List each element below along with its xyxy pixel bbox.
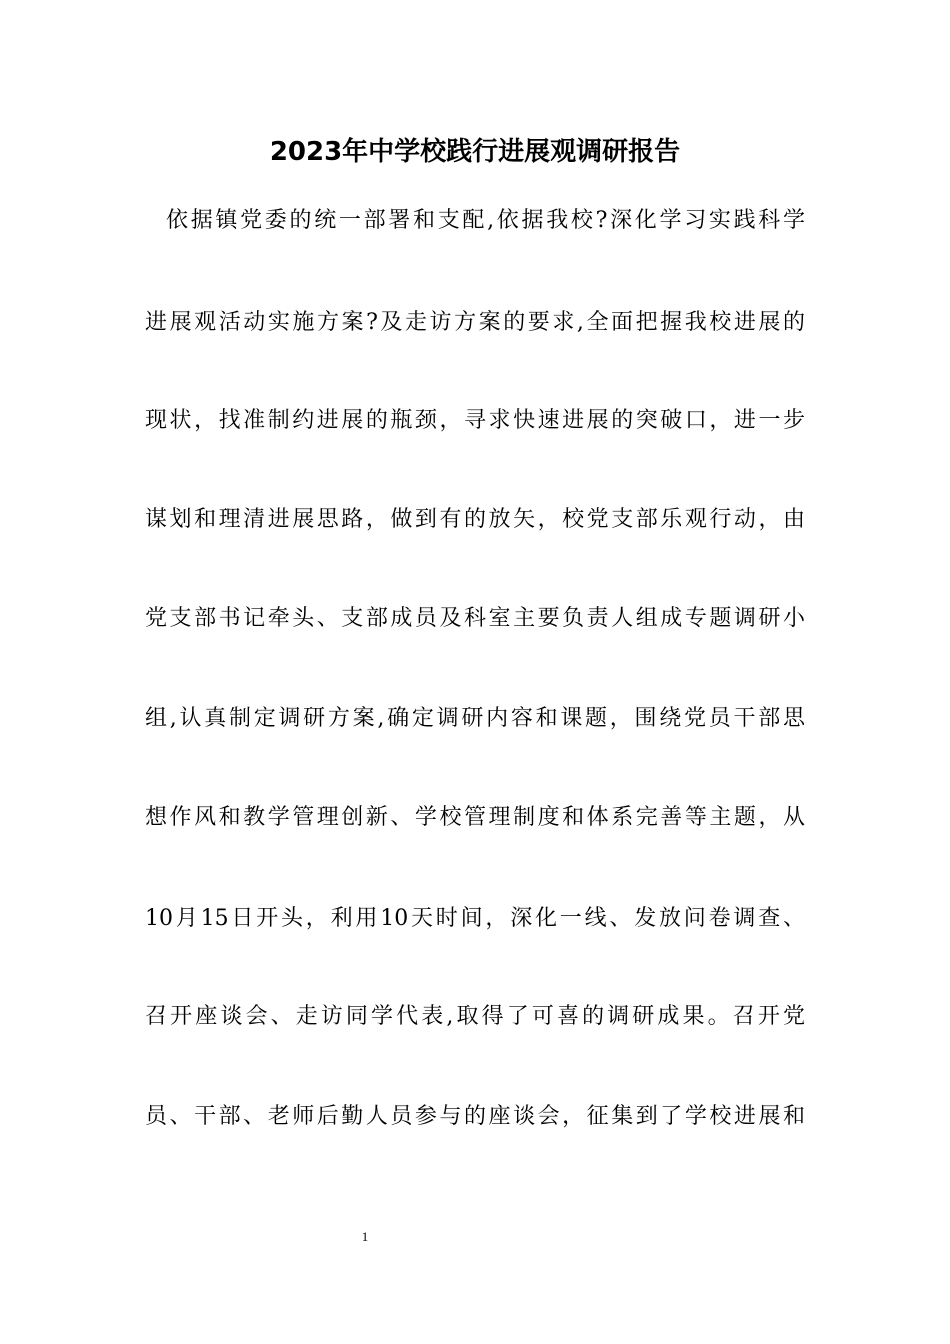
body-text-line: 组,认真制定调研方案,确定调研内容和课题，围绕党员干部思 xyxy=(145,706,805,731)
body-text-line: 想作风和教学管理创新、学校管理制度和体系完善等主题，从 xyxy=(145,805,805,830)
body-text-line: 召开座谈会、走访同学代表,取得了可喜的调研成果。召开党 xyxy=(145,1004,805,1029)
body-text-line: 依据镇党委的统一部署和支配,依据我校?深化学习实践科学 xyxy=(166,208,805,233)
body-text-line: 现状，找准制约进展的瓶颈，寻求快速进展的突破口，进一步 xyxy=(145,408,805,433)
body-text-line: 10月15日开头，利用10天时间，深化一线、发放问卷调查、 xyxy=(145,906,805,931)
body-text-line: 党支部书记牵头、支部成员及科室主要负责人组成专题调研小 xyxy=(145,606,805,631)
document-title: 2023年中学校践行进展观调研报告 xyxy=(269,137,681,167)
page-number: 1 xyxy=(361,1229,369,1244)
body-text-line: 谋划和理清进展思路，做到有的放矢，校党支部乐观行动，由 xyxy=(145,507,805,532)
body-text-line: 员、干部、老师后勤人员参与的座谈会，征集到了学校进展和 xyxy=(145,1104,805,1129)
body-text-line: 进展观活动实施方案?及走访方案的要求,全面把握我校进展的 xyxy=(145,310,805,335)
